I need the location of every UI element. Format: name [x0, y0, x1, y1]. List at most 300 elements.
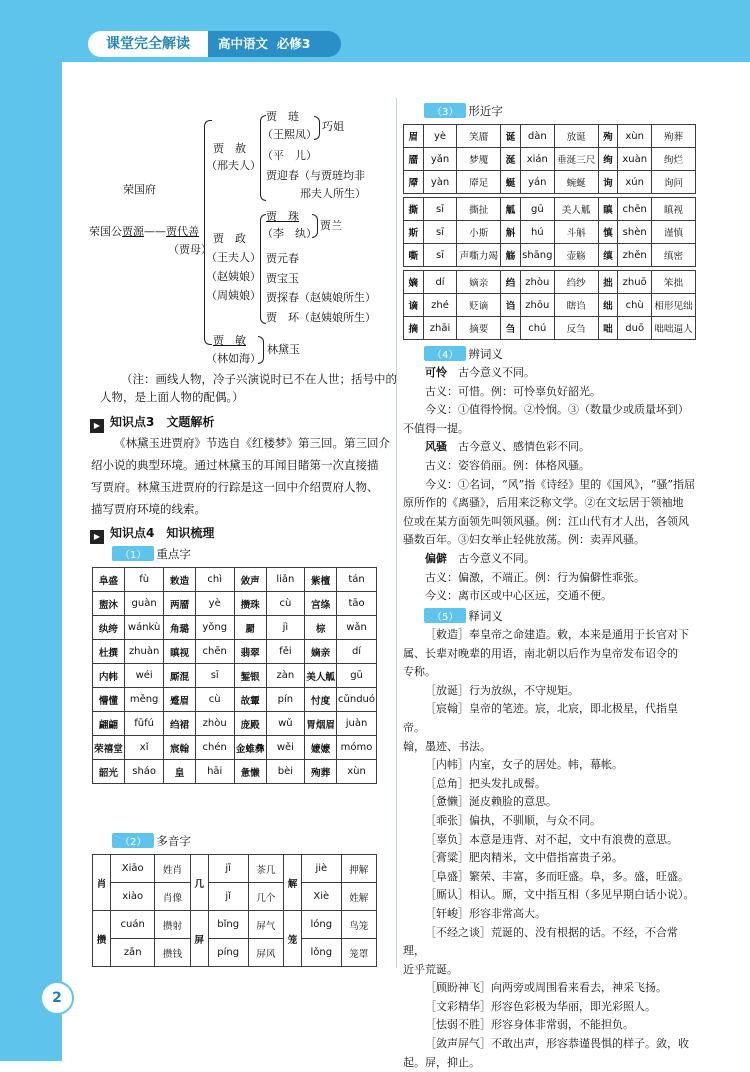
pinyin-cell: xuàn: [618, 148, 652, 171]
word-cell: 攒珠: [234, 592, 266, 616]
word-cell: 纨绔: [93, 616, 125, 640]
word-cell: 两靥: [164, 592, 195, 616]
play-icon: ▶: [90, 419, 104, 433]
char-cell: 诞: [501, 125, 521, 148]
pinyin-cell: zhuō: [618, 271, 652, 294]
line-text: 古义：偏激，不端正。例：行为偏僻性乖张。: [425, 570, 645, 584]
word-cell: 美人觚: [554, 198, 598, 221]
pinyin-cell: pín: [266, 688, 305, 712]
pinyin-cell: chén: [195, 736, 234, 760]
pinyin-cell: cuán: [111, 911, 155, 939]
kp3-line-1: 《林黛玉进贾府》节选自《红楼梦》第三回。第三回介: [114, 436, 390, 450]
pinyin-cell: jì: [266, 616, 305, 640]
shici-line: ［轩峻］形容非常高大。: [425, 906, 546, 920]
word-cell: 咄咄逼人: [652, 317, 696, 340]
pinyin-cell: zhé: [423, 294, 457, 317]
word-cell: 壶觞: [554, 244, 598, 267]
line-text: 古今意义、感情色彩不同。: [447, 440, 590, 454]
table-row: [93, 664, 377, 688]
jiahuan: 贾 环（赵姨娘所生）: [266, 311, 376, 324]
pinyin-cell: wǔ: [266, 712, 305, 736]
shici-line: 专称。: [403, 665, 436, 679]
shici-line: ［敛声屏气］不敢出声，形容恭谨畏惧的样子。敛，收: [425, 1037, 689, 1051]
line-text: 位或在某方面领先叫领风骚。例：江山代有才人出，各领风: [403, 514, 689, 528]
bianci-line: [403, 457, 699, 476]
word-cell: 绉纱: [554, 271, 598, 294]
s2-num: （2）: [112, 833, 154, 848]
shici-line: ［不经之谈］荒诞的、没有根据的话。不经，不合常理，: [403, 925, 678, 958]
word-cell: 惫懒: [234, 760, 266, 784]
pinyin-cell: dí: [423, 271, 457, 294]
bianci-line: [403, 513, 699, 532]
pinyin-cell: fěi: [266, 640, 305, 664]
pinyin-cell: fù: [124, 568, 164, 592]
char-cell: 屏: [190, 911, 208, 967]
tree-note-1: （注：画线人物，冷子兴演说时已不在人世；括号中的: [121, 372, 397, 386]
shici-line: ［惫懒］涎皮赖脸的意思。: [425, 795, 557, 809]
liwan: （李 纨）: [262, 227, 317, 240]
jiashe-wife: （邢夫人）: [206, 159, 261, 172]
pinyin-cell: juàn: [337, 712, 377, 736]
bracket-qiaojie: [314, 116, 320, 140]
table-row: [404, 244, 696, 267]
pinyin-cell: bèi: [266, 760, 305, 784]
shici-line: ［总角］把头发扎成髻。: [425, 776, 546, 790]
word-cell: 垂涎三尺: [554, 148, 598, 171]
pinyin-cell: zhōu: [520, 294, 554, 317]
daishan-name: 贾代善: [166, 225, 199, 238]
yingchun: 贾迎春（与贾琏均非: [266, 169, 365, 182]
char-cell: 瞋: [598, 198, 618, 221]
word-cell: 殉葬: [652, 125, 696, 148]
s4-title: 辨词义: [468, 347, 503, 361]
s1-num: （1）: [112, 546, 154, 561]
word-cell: 美人觚: [305, 664, 337, 688]
word-cell: 押解: [341, 855, 376, 883]
jiashe: 贾 赦: [213, 142, 246, 155]
bianci-line: [403, 587, 699, 606]
s4-heading: [424, 346, 503, 362]
line-text: 古今意义不同。: [447, 366, 535, 379]
kp4-heading: [90, 524, 214, 544]
shici-line: ［宸翰］皇帝的笔迹。宸，北宸，即北极星，代指皇帝。: [403, 702, 678, 734]
char-cell: 眉: [404, 125, 424, 148]
word-cell: 小斯: [457, 221, 501, 244]
char-cell: 斯: [404, 221, 424, 244]
word-cell: 笼罩: [341, 939, 376, 967]
word-cell: 皇: [164, 760, 195, 784]
word-cell: 角璐: [164, 616, 195, 640]
pinyin-cell: fūfú: [124, 712, 164, 736]
word-cell: 攒钱: [155, 939, 190, 967]
char-cell: 嫡: [404, 271, 424, 294]
pinyin-cell: jiè: [302, 855, 342, 883]
pinyin-cell: xǐ: [124, 736, 164, 760]
pinyin-cell: chēn: [195, 640, 234, 664]
shici-line: ［内帏］内室，女子的居处。帏，幕帐。: [425, 758, 623, 772]
tree-gong: [89, 225, 199, 239]
word-cell: 放诞: [554, 125, 598, 148]
left-margin-bar: [0, 62, 62, 1061]
shici-line: 翰，墨迹、书法。: [403, 739, 491, 753]
bianci-line: [403, 531, 699, 550]
pinyin-cell: hāi: [195, 760, 234, 784]
s1-title: 重点字: [156, 547, 191, 561]
word-cell: 棕: [305, 616, 337, 640]
word-cell: 罽: [234, 616, 266, 640]
word-cell: 宸翰: [164, 736, 195, 760]
pinyin-cell: xún: [618, 171, 652, 194]
pinyin-cell: chú: [520, 317, 554, 340]
char-cell: 斛: [501, 221, 521, 244]
pinyin-cell: xùn: [618, 125, 652, 148]
word-cell: 绉裙: [164, 712, 195, 736]
shici-line: 起。屏，抑止。: [403, 1055, 480, 1069]
word-cell: 笑靥: [457, 125, 501, 148]
char-cell: 刍: [501, 317, 521, 340]
yuanchun: 贾元春: [266, 252, 299, 265]
pinyin-cell: guàn: [124, 592, 164, 616]
pinyin-cell: shèn: [618, 221, 652, 244]
word-cell: 嫡亲: [305, 640, 337, 664]
linruhai: （林如海）: [206, 352, 261, 365]
char-cell: 笼: [284, 911, 302, 967]
pinyin-cell: mómo: [337, 736, 377, 760]
shici-line: ［膏粱］肥肉精米，文中借指富贵子弟。: [425, 851, 623, 865]
pinyin-cell: zhěn: [618, 244, 652, 267]
pinyin-cell: yè: [195, 592, 234, 616]
jialian: 贾 琏: [266, 110, 299, 123]
word-cell: 缜密: [652, 244, 696, 267]
pinyin-cell: chù: [618, 294, 652, 317]
pinyin-cell: sī: [423, 244, 457, 267]
line-text: 古义：可惜。例：可怜辜负好韶光。: [425, 384, 601, 398]
word-cell: 翩翩: [93, 712, 125, 736]
table-row: [93, 855, 377, 883]
word-cell: 胃烟眉: [305, 712, 337, 736]
char-cell: 觞: [501, 244, 521, 267]
char-cell: 咄: [598, 317, 618, 340]
table-row: [404, 294, 696, 317]
wangfuren: （王夫人）: [206, 251, 261, 264]
pinyin-cell: xián: [520, 148, 554, 171]
bianci-line: [403, 476, 699, 495]
char-cell: 攒: [93, 911, 111, 967]
pinyin-cell: zǎn: [111, 939, 155, 967]
pinyin-cell: měng: [124, 688, 164, 712]
pinyin-cell: wǎn: [337, 616, 377, 640]
jialan: 贾兰: [320, 219, 342, 232]
word-cell: 翡翠: [234, 640, 266, 664]
bianci-line: [403, 438, 699, 457]
table-row: [404, 271, 696, 294]
baoyu: 贾宝玉: [266, 272, 299, 285]
word-cell: 瞋视: [164, 640, 195, 664]
shici-line: ［乖张］偏执，不驯顺，与众不同。: [425, 813, 601, 827]
bianci-section: [403, 364, 699, 606]
pinyin-cell: gū: [337, 664, 377, 688]
pinyin-cell: yǒng: [195, 616, 234, 640]
s2-heading: [112, 833, 191, 849]
kp3-line-4: 描写贾府环境的线索。: [91, 502, 206, 516]
line-text: 骚数百年。③妇女举止轻佻放荡。例：卖弄风骚。: [403, 533, 645, 547]
word-cell: 几个: [248, 883, 283, 911]
pinyin-cell: zhuàn: [124, 640, 164, 664]
pinyin-cell: sī: [423, 221, 457, 244]
word-cell: 厣足: [457, 171, 501, 194]
pinger: （平 儿）: [262, 149, 317, 162]
word-cell: 反刍: [554, 317, 598, 340]
word-cell: 斗斛: [554, 221, 598, 244]
word-cell: 錾银: [234, 664, 266, 688]
pinyin-cell: lóng: [302, 911, 342, 939]
jiazheng: 贾 政: [213, 232, 246, 245]
shici-line: ［厮认］相认。厮，文中指互相（多见早期白话小说）。: [425, 888, 695, 902]
line-text: 今义：离市区或中心区远，交通不便。: [425, 589, 612, 603]
word-cell: 瞎诌: [554, 294, 598, 317]
word-cell: 相形见绌: [652, 294, 696, 317]
pinyin-cell: bǐng: [208, 911, 248, 939]
word-cell: 韶光: [93, 760, 125, 784]
pinyin-cell: hú: [520, 221, 554, 244]
jiamin: 贾 敏: [213, 334, 246, 347]
s5-num: （5）: [424, 608, 466, 623]
line-text: 原所作的《离骚》，后用来泛称文学。②在文坛居于领袖地: [403, 496, 684, 510]
bracket-daiyu: [258, 336, 264, 364]
table-row: [93, 736, 377, 760]
bianci-line: [403, 383, 699, 402]
bracket-children: [204, 120, 212, 345]
line-text: 古今意义不同。: [447, 551, 535, 565]
pinyin-cell: sī: [195, 664, 234, 688]
column-divider: [396, 98, 397, 968]
jiamu: （贾母）: [168, 243, 212, 256]
word-cell: 懵懂: [93, 688, 125, 712]
table-row: [93, 592, 377, 616]
char-cell: 撕: [404, 198, 424, 221]
term: 偏僻: [425, 551, 447, 565]
word-cell: 厮混: [164, 664, 195, 688]
char-cell: 靥: [404, 148, 424, 171]
qiaojie: 巧姐: [322, 120, 344, 133]
pinyin-cell: Xiè: [302, 883, 342, 911]
char-cell: 绌: [598, 294, 618, 317]
char-cell: 嘶: [404, 244, 424, 267]
pinyin-cell: xiào: [111, 883, 155, 911]
pinyin-cell: duō: [618, 317, 652, 340]
play-icon: ▶: [90, 530, 104, 544]
word-cell: 嫡亲: [457, 271, 501, 294]
pinyin-cell: chì: [195, 568, 234, 592]
table-row: [93, 883, 377, 911]
pinyin-cell: xùn: [337, 760, 377, 784]
page-number: 2: [40, 981, 74, 1015]
shici-line: ［辜负］本意是违背、对不起，文中有浪费的意思。: [425, 832, 678, 846]
word-cell: 询问: [652, 171, 696, 194]
table-row: [404, 171, 696, 194]
table-row: [404, 221, 696, 244]
pinyin-cell: zàn: [266, 664, 305, 688]
table-row: [93, 568, 377, 592]
table-row: [93, 640, 377, 664]
table-row: [93, 688, 377, 712]
word-cell: 蜿蜒: [554, 171, 598, 194]
pinyin-cell: píng: [208, 939, 248, 967]
bianci-line: [403, 550, 699, 569]
zhaoyiniang: （赵姨娘）: [206, 270, 261, 283]
word-cell: 茶几: [248, 855, 283, 883]
pinyin-cell: sháo: [124, 760, 164, 784]
word-cell: 贬谪: [457, 294, 501, 317]
zhouyiniang: （周姨娘）: [206, 289, 261, 302]
char-cell: 涎: [501, 148, 521, 171]
kp3-title: 知识点3 文题解析: [110, 415, 215, 429]
pinyin-cell: dàn: [520, 125, 554, 148]
s2-title: 多音字: [156, 834, 191, 848]
s5-heading: [424, 608, 503, 624]
pinyin-cell: yǎn: [423, 148, 457, 171]
pinyin-cell: jī: [208, 855, 248, 883]
word-cell: 荣禧堂: [93, 736, 125, 760]
word-cell: 鸟笼: [341, 911, 376, 939]
table-row: [404, 198, 696, 221]
table-row: [93, 939, 377, 967]
table-row: [93, 616, 377, 640]
pinyin-cell: chēn: [618, 198, 652, 221]
pinyin-cell: Xiāo: [111, 855, 155, 883]
pinyin-cell: wánkù: [124, 616, 164, 640]
s4-num: （4）: [424, 346, 466, 361]
shici-line: 属、长辈对晚辈的用语，南北朝以后作为皇帝发布诏令的: [403, 646, 678, 660]
s3-title: 形近字: [468, 104, 503, 118]
shici-line: 近乎荒诞。: [403, 962, 458, 976]
word-cell: 敕造: [164, 568, 195, 592]
shici-line: ［怯弱不胜］形容身体非常弱，不能担负。: [425, 1018, 634, 1032]
char-cell: 谪: [404, 294, 424, 317]
dash: ——: [144, 225, 166, 238]
term: 风骚: [425, 440, 447, 454]
char-cell: 蜒: [501, 171, 521, 194]
word-cell: 梦魇: [457, 148, 501, 171]
char-cell: 摘: [404, 317, 424, 340]
word-cell: 盥沐: [93, 592, 125, 616]
word-cell: 忖度: [305, 688, 337, 712]
pinyin-cell: cù: [195, 688, 234, 712]
bianci-line: [403, 569, 699, 588]
line-text: 今义：①名词，“风”指《诗经》里的《国风》，“骚”指屈: [425, 477, 695, 491]
char-cell: 殉: [598, 125, 618, 148]
kp3-line-3: 写贾府。林黛玉进贾府的行踪是这一回中介绍贾府人物、: [91, 480, 379, 494]
word-cell: 笨拙: [652, 271, 696, 294]
jiazhu: 贾 珠: [266, 210, 299, 223]
pinyin-cell: zhòu: [520, 271, 554, 294]
word-cell: 内帏: [93, 664, 125, 688]
word-cell: 紫檀: [305, 568, 337, 592]
kp3-heading: [90, 413, 214, 433]
pinyin-cell: shāng: [520, 244, 554, 267]
table-row: [404, 317, 696, 340]
yingchun-note: 邢夫人所生）: [300, 187, 366, 200]
table-row: [404, 125, 696, 148]
char-cell: 觚: [501, 198, 521, 221]
shici-line: ［顾盼神飞］向两旁或周围看来看去，神采飞扬。: [425, 981, 667, 995]
pinyin-cell: lǒng: [302, 939, 342, 967]
pinyin-cell: yán: [520, 171, 554, 194]
char-cell: 诌: [501, 294, 521, 317]
bianci-line: [403, 420, 699, 439]
word-cell: 蹙眉: [164, 688, 195, 712]
word-cell: 金蜼彝: [234, 736, 266, 760]
word-cell: 屏风: [248, 939, 283, 967]
pinyin-cell: sī: [423, 198, 457, 221]
bianci-line: [403, 401, 699, 420]
pinyin-cell: cǔnduó: [337, 688, 377, 712]
pinyin-cell: wéi: [124, 664, 164, 688]
word-cell: 殉葬: [305, 760, 337, 784]
duoyin-table: [92, 854, 377, 967]
xingjin-table: [403, 124, 696, 340]
s1-heading: [112, 546, 191, 562]
gong-name: 贾源: [122, 225, 144, 238]
word-cell: 瞋视: [652, 198, 696, 221]
kp3-line-2: 绍小说的典型环境。通过林黛玉的耳闻目睹第一次直接描: [91, 458, 379, 472]
tree-root: 荣国府: [123, 183, 156, 196]
s5-title: 释词义: [468, 609, 503, 623]
word-cell: 屏气: [248, 911, 283, 939]
word-cell: 阜盛: [93, 568, 125, 592]
word-cell: 故颦: [234, 688, 266, 712]
char-cell: 绉: [501, 271, 521, 294]
series-title: 课堂完全解读: [88, 31, 208, 57]
shici-line: ［放诞］行为放纵，不守规矩。: [425, 683, 579, 697]
line-text: 今义：①值得怜悯。②怜悯。③（数量少或质量坏到）: [425, 403, 689, 417]
word-cell: 庞殿: [234, 712, 266, 736]
tanchun: 贾探春（赵姨娘所生）: [266, 291, 376, 304]
bianci-line: [403, 364, 699, 383]
pinyin-cell: liǎn: [266, 568, 305, 592]
bracket-jialan: [312, 214, 318, 238]
line-text: 古义：姿容俏丽。例：体格风骚。: [425, 458, 590, 472]
pinyin-cell: tán: [337, 568, 377, 592]
word-cell: 宫绦: [305, 592, 337, 616]
tree-note-2: 人物，是上面人物的配偶。）: [100, 390, 244, 404]
char-cell: 几: [190, 855, 208, 911]
pinyin-cell: zhòu: [195, 712, 234, 736]
word-cell: 绚烂: [652, 148, 696, 171]
word-cell: 肖像: [155, 883, 190, 911]
word-cell: 谨慎: [652, 221, 696, 244]
gong-label: 荣国公: [89, 225, 122, 238]
pinyin-cell: zhāi: [423, 317, 457, 340]
table-row: [93, 760, 377, 784]
word-cell: 姓解: [341, 883, 376, 911]
shici-section: [403, 626, 699, 1072]
pinyin-cell: yè: [423, 125, 457, 148]
kp4-title: 知识点4 知识梳理: [110, 526, 215, 540]
pinyin-cell: cù: [266, 592, 305, 616]
shici-line: ［阜盛］繁荣、丰富，多而旺盛。阜，多。盛，旺盛。: [425, 869, 689, 883]
bianci-line: [403, 494, 699, 513]
word-cell: 姓肖: [155, 855, 190, 883]
word-cell: 敛声: [234, 568, 266, 592]
pinyin-cell: tāo: [337, 592, 377, 616]
s3-heading: [424, 103, 503, 119]
pinyin-cell: gū: [520, 198, 554, 221]
pinyin-cell: yàn: [423, 171, 457, 194]
s3-num: （3）: [424, 103, 466, 118]
zhongdian-table: [92, 567, 377, 784]
pinyin-cell: wěi: [266, 736, 305, 760]
